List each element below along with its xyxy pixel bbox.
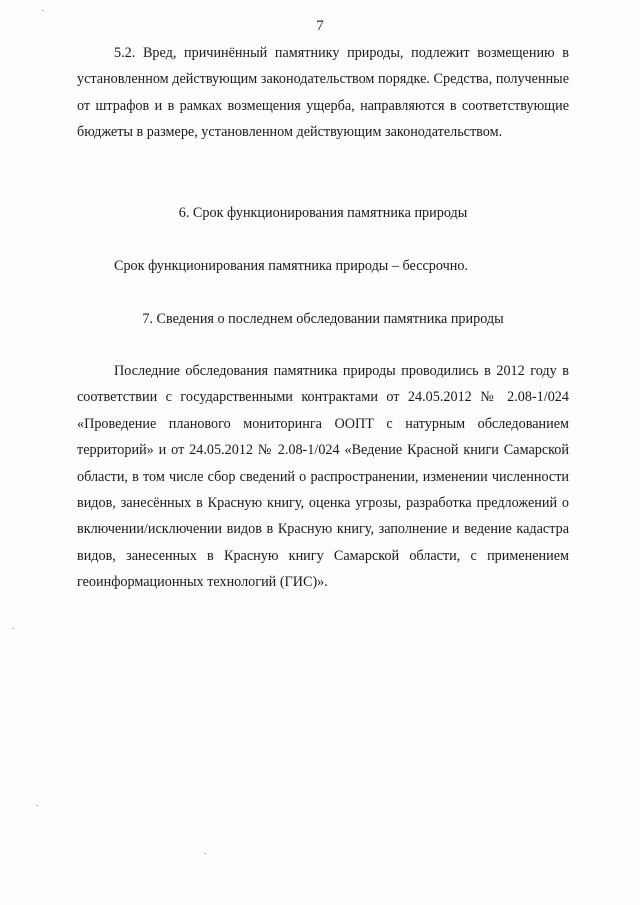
section-7-heading-block [77,306,569,332]
section-6-text-block [77,253,569,279]
page-number: 7 [316,18,324,34]
section-6-heading: 6. Срок функционирования памятника природы [178,205,468,221]
section-7-heading: 7. Сведения о последнем обследовании памятника природы [142,311,504,327]
scan-speck [204,853,206,854]
paragraph-7: Последние обследования памятника природы проводились в 2012 году в соответствии с государственными контрактами от 24.05.2012 № 2.08-1/024 «Проведение планового мониторинга ООПТ с натурным обследованием территорий» и от 24.05.2012 № 2.08-1/024 «Ведение Красной книги Самарской области, в том числе сбор сведений о распространении, изменении численности видов, занесённых в Красную книгу, оценка угрозы, разработка предложений о включении/исключении видов в Красную книгу, заполнение и ведение кадастра видов, занесенных в Красную книгу Самарской области, с применением геоинформационных технологий (ГИС)». [77,363,569,591]
section-6-text: Срок функционирования памятника природы – бессрочно. [114,258,468,274]
scan-speck [12,628,14,629]
section-5-block [77,40,569,146]
scan-speck [36,805,38,806]
section-6-heading-block [77,200,569,226]
paragraph-5-2: 5.2. Вред, причинённый памятнику природы, подлежит возмещению в установленном действующим законодательством порядке. Средства, полученные от штрафов и в рамках возмещения ущерба, направляются в соответствующие бюджеты в размере, установленном действующим законодательством. [77,45,569,141]
section-7-block [77,358,569,596]
scan-speck [42,10,44,11]
